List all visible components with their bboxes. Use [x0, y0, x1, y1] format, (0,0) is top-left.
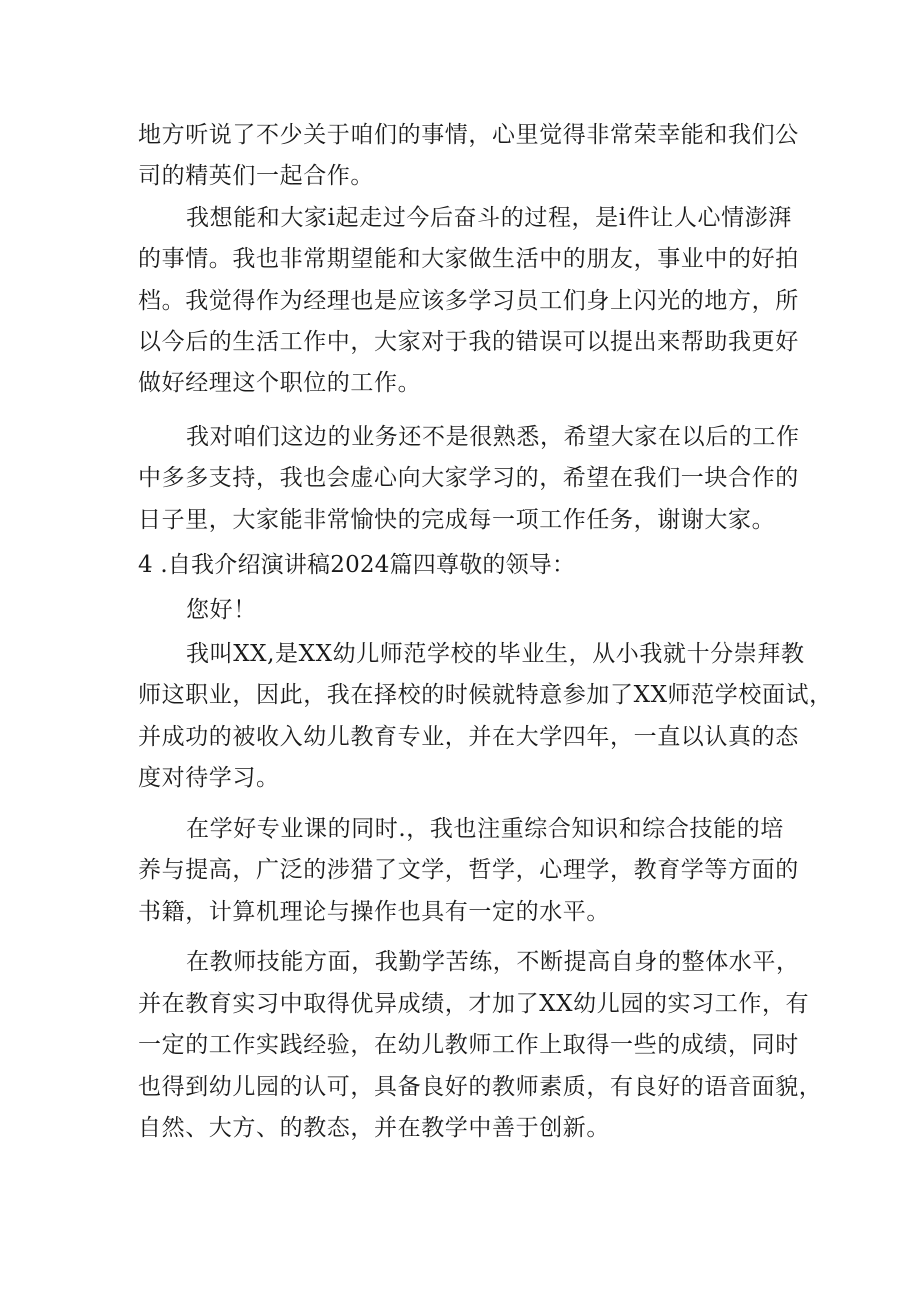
text-line: 并成功的被收入幼儿教育专业，并在大学四年，一直以认真的态 — [138, 724, 799, 750]
text-line: 做好经理这个职位的工作。 — [138, 370, 422, 396]
text-line: 档。我觉得作为经理也是应该多学习员工们身上闪光的地方，所 — [138, 288, 799, 314]
text-line: 自然、大方、的教态，并在教学中善于创新。 — [138, 1115, 610, 1141]
text-line: 养与提高，广泛的涉猎了文学，哲学，心理学，教育学等方面的 — [138, 857, 799, 883]
text-line: 我对咱们这边的业务还不是很熟悉，希望大家在以后的工作 — [186, 424, 800, 450]
text-line: 您好！ — [186, 597, 257, 623]
heading-line: 4 .自我介绍演讲稿2024篇四尊敬的领导： — [138, 552, 576, 578]
text-line: 我叫XX,是XX幼儿师范学校的毕业生，从小我就十分崇拜教 — [186, 641, 805, 667]
text-line: 我想能和大家i起走过今后奋斗的过程，是i件让人心情澎湃 — [186, 205, 792, 231]
text-line: 师这职业，因此，我在择校的时候就特意参加了XX师范学校面试， — [138, 682, 833, 708]
text-line: 并在教育实习中取得优异成绩，才加了XX幼儿园的实习工作，有 — [138, 991, 810, 1017]
text-line: 在教师技能方面，我勤学苦练，不断提高自身的整体水平， — [186, 949, 800, 975]
text-line: 也得到幼儿园的认可，具备良好的教师素质，有良好的语音面貌， — [138, 1074, 823, 1100]
text-line: 中多多支持，我也会虚心向大家学习的，希望在我们一块合作的 — [138, 465, 799, 491]
text-line: 日子里，大家能非常愉快的完成每一项工作任务，谢谢大家。 — [138, 507, 776, 533]
text-line: 的事情。我也非常期望能和大家做生活中的朋友，事业中的好拍 — [138, 246, 799, 272]
text-line: 在学好专业课的同时.，我也注重综合知识和综合技能的培 — [186, 816, 784, 842]
text-line: 度对待学习。 — [138, 765, 280, 791]
text-line: 司的精英们一起合作。 — [138, 163, 374, 189]
text-line: 一定的工作实践经验，在幼儿教师工作上取得一些的成绩，同时 — [138, 1032, 799, 1058]
text-line: 地方听说了不少关于咱们的事情，心里觉得非常荣幸能和我们公 — [138, 122, 799, 148]
text-line: 以今后的生活工作中，大家对于我的错误可以提出来帮助我更好 — [138, 329, 799, 355]
text-line: 书籍，计算机理论与操作也具有一定的水平。 — [138, 899, 610, 925]
